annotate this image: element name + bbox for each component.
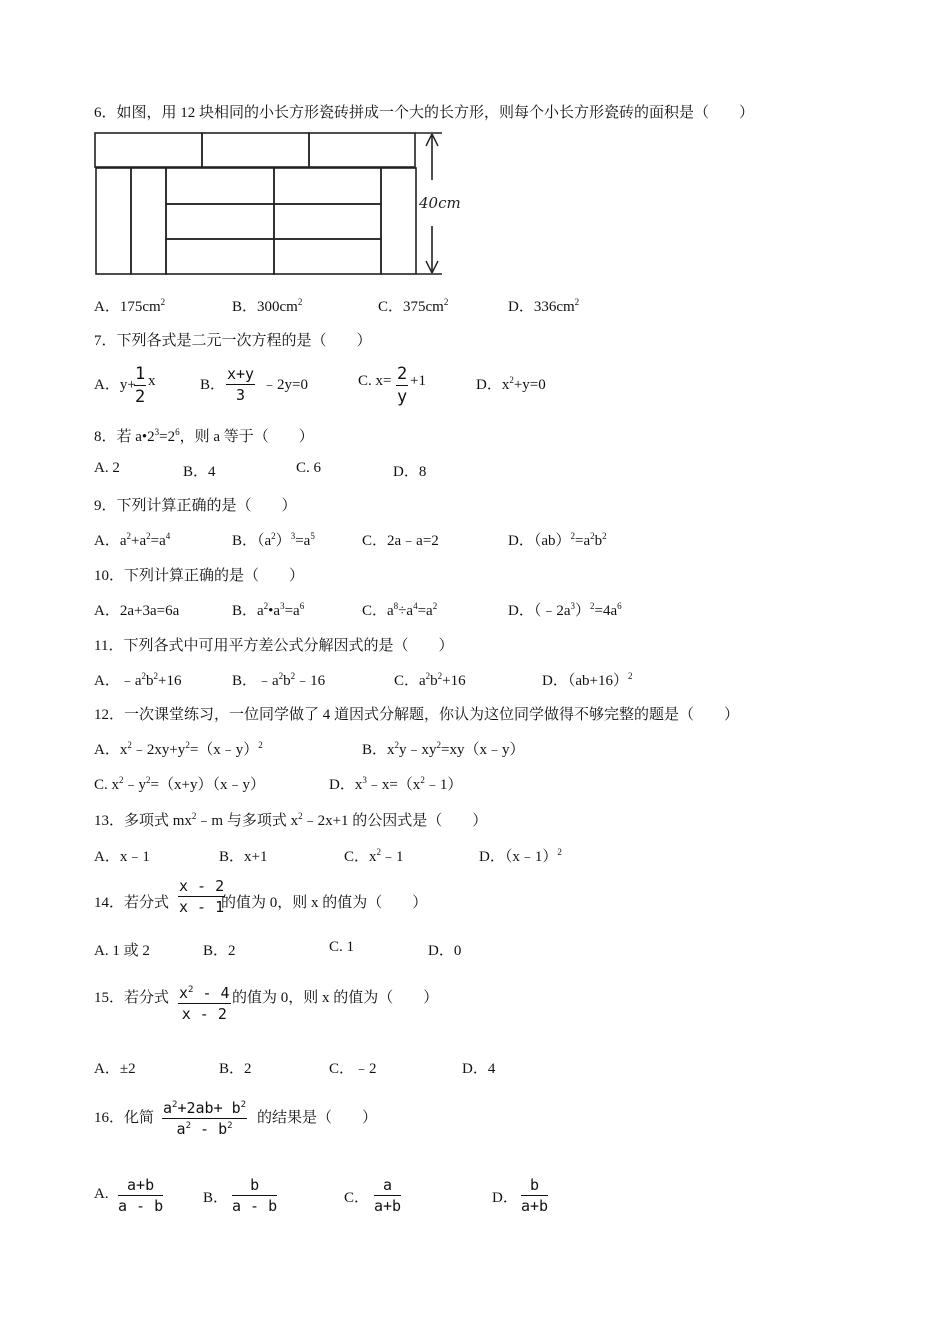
- tile-mid-1: [166, 168, 274, 204]
- tile-figure: [93, 130, 465, 280]
- q11-option-a[interactable]: A．$﹣a^2b^2+16$: [94, 671, 182, 689]
- q13-option-a[interactable]: A．x﹣1: [94, 849, 150, 865]
- q13-option-d[interactable]: D．（x﹣1）$^2$: [479, 847, 562, 865]
- q11-option-b[interactable]: B．$﹣a^2b^2﹣16$: [232, 671, 326, 689]
- q16-option-c-fraction[interactable]: $\frac{a}{a+b}$: [374, 1176, 402, 1215]
- tile-mid-6: [274, 239, 381, 274]
- q8-option-b[interactable]: B．4: [183, 464, 216, 480]
- q15-option-a[interactable]: A．±2: [94, 1061, 136, 1077]
- q13-stem: 13．多项式 $mx^2﹣m$ 与多项式 $x^2﹣2x+1$ 的公因式是（ ）: [94, 811, 488, 829]
- q15-option-c[interactable]: C．﹣2: [329, 1061, 377, 1077]
- q7-option-c-post: +1: [410, 373, 426, 389]
- q16-option-c-label[interactable]: C．: [344, 1190, 370, 1206]
- q8-option-d[interactable]: D．8: [393, 464, 427, 480]
- q7-option-b-post: ﹣2y=0: [262, 377, 308, 393]
- q16-stem-pre: 16．化简: [94, 1110, 155, 1126]
- q10-option-d[interactable]: D．$(﹣2a^3)^2=4a^6$: [508, 601, 622, 619]
- dimension-label: 40cm: [419, 194, 461, 212]
- q14-option-b[interactable]: B．2: [203, 943, 236, 959]
- q6-stem: 6．如图，用 12 块相同的小长方形瓷砖拼成一个大的长方形，则每个小长方形瓷砖的面积是（ ）: [94, 105, 755, 121]
- q14-stem-pre: 14．若分式: [94, 895, 170, 911]
- q16-option-a-label[interactable]: A.: [94, 1186, 109, 1202]
- q16-option-d-fraction[interactable]: $\frac{b}{a+b}$: [521, 1176, 549, 1215]
- q7-option-c-pre[interactable]: C. x=: [358, 373, 392, 389]
- q7-option-d[interactable]: D．$x^2+y=0$: [476, 375, 546, 393]
- q8-option-a[interactable]: A. 2: [94, 460, 120, 476]
- q14-stem-post: 的值为 0，则 x 的值为（ ）: [221, 895, 428, 911]
- q10-stem: 10．下列计算正确的是（ ）: [94, 568, 305, 584]
- tile-top-1: [95, 133, 202, 167]
- q15-option-d[interactable]: D．4: [462, 1061, 496, 1077]
- tile-left-1: [96, 168, 131, 274]
- q14-option-c[interactable]: C. 1: [329, 939, 355, 955]
- q16-fraction: $\frac{a^2+2ab+ b^2}{a^2 - b^2}$: [163, 1099, 247, 1138]
- q6-option-d[interactable]: D．$336cm^2$: [508, 297, 580, 315]
- q6-option-b[interactable]: B．$300cm^2$: [232, 297, 303, 315]
- q9-option-c[interactable]: C．2a﹣a=2: [362, 533, 439, 549]
- tile-mid-4: [274, 204, 381, 239]
- q14-option-d[interactable]: D．0: [428, 943, 462, 959]
- q16-stem-post: 的结果是（ ）: [257, 1110, 378, 1126]
- q7-option-a-pre[interactable]: A．y+: [94, 377, 136, 393]
- q7-option-c-fraction: $\frac{2}{y}$: [397, 364, 408, 407]
- q13-option-b[interactable]: B．x+1: [219, 849, 268, 865]
- q9-option-d[interactable]: D．$(ab)^2=a^2b^2$: [508, 531, 607, 549]
- q8-option-c[interactable]: C. 6: [296, 460, 322, 476]
- q9-option-a[interactable]: A．$a^2+a^2=a^4$: [94, 531, 171, 549]
- q15-fraction: $\frac{x^2 - 4}{x - 2}$: [179, 984, 230, 1023]
- q9-option-b[interactable]: B．$(a^2)^3=a^5$: [232, 531, 315, 549]
- tile-top-2: [202, 133, 309, 167]
- q8-stem: 8．若 $a•2^3=2^6$，则 a 等于（ ）: [94, 427, 314, 445]
- q10-option-b[interactable]: B．$a^2•a^3=a^6$: [232, 601, 305, 619]
- tile-left-2: [131, 168, 166, 274]
- q9-stem: 9．下列计算正确的是（ ）: [94, 498, 297, 514]
- q6-option-a[interactable]: A．$175cm^2$: [94, 297, 166, 315]
- tile-mid-3: [166, 204, 274, 239]
- q15-stem-post: 的值为 0，则 x 的值为（ ）: [232, 990, 439, 1006]
- q7-stem: 7．下列各式是二元一次方程的是（ ）: [94, 333, 372, 349]
- q10-option-a[interactable]: A．2a+3a=6a: [94, 603, 180, 619]
- q10-option-c[interactable]: C．$a^8\div a^4=a^2$: [362, 601, 438, 619]
- q6-option-c[interactable]: C．$375cm^2$: [378, 297, 449, 315]
- q7-option-a-post: x: [148, 373, 156, 389]
- q11-option-d[interactable]: D．$(ab+16)^2$: [542, 671, 633, 689]
- q16-option-b-fraction[interactable]: $\frac{b}{a - b}$: [232, 1176, 278, 1215]
- q16-option-b-label[interactable]: B．: [203, 1190, 229, 1206]
- q14-option-a[interactable]: A. 1 或 2: [94, 943, 150, 959]
- tile-mid-2: [274, 168, 381, 204]
- q12-option-b[interactable]: B．$x^2y﹣xy^2=xy(x﹣y)$: [362, 740, 525, 758]
- q7-option-a-fraction: $\frac{1}{2}$: [135, 364, 146, 407]
- q15-option-b[interactable]: B．2: [219, 1061, 252, 1077]
- q12-option-c[interactable]: C. $x^2﹣y^2=(x+y)(x﹣y)$: [94, 775, 265, 793]
- q12-stem: 12．一次课堂练习，一位同学做了 4 道因式分解题，你认为这位同学做得不够完整的题是（ ）: [94, 707, 740, 723]
- q16-option-a-fraction[interactable]: $\frac{a+b}{a - b}$: [118, 1176, 164, 1215]
- q14-fraction: $\frac{x - 2}{x - 1}$: [179, 877, 225, 916]
- tile-mid-5: [166, 239, 274, 274]
- q12-option-d[interactable]: D．$x^3﹣x=(x^2﹣1)$: [329, 775, 463, 793]
- q16-option-d-label[interactable]: D．: [492, 1190, 518, 1206]
- q7-option-b-pre[interactable]: B．: [200, 377, 226, 393]
- q11-stem: 11．下列各式中可用平方差公式分解因式的是（ ）: [94, 638, 454, 654]
- q15-stem-pre: 15．若分式: [94, 990, 170, 1006]
- q11-option-c[interactable]: C．$a^2b^2+16$: [394, 671, 466, 689]
- tile-right-1: [381, 168, 416, 274]
- q12-option-a[interactable]: A．$x^2﹣2xy+y^2=(x﹣y)^2$: [94, 740, 263, 758]
- q13-option-c[interactable]: C．$x^2﹣1$: [344, 847, 404, 865]
- q7-option-b-fraction: $\frac{x+y}{3}$: [227, 365, 255, 404]
- tile-top-3: [309, 133, 415, 167]
